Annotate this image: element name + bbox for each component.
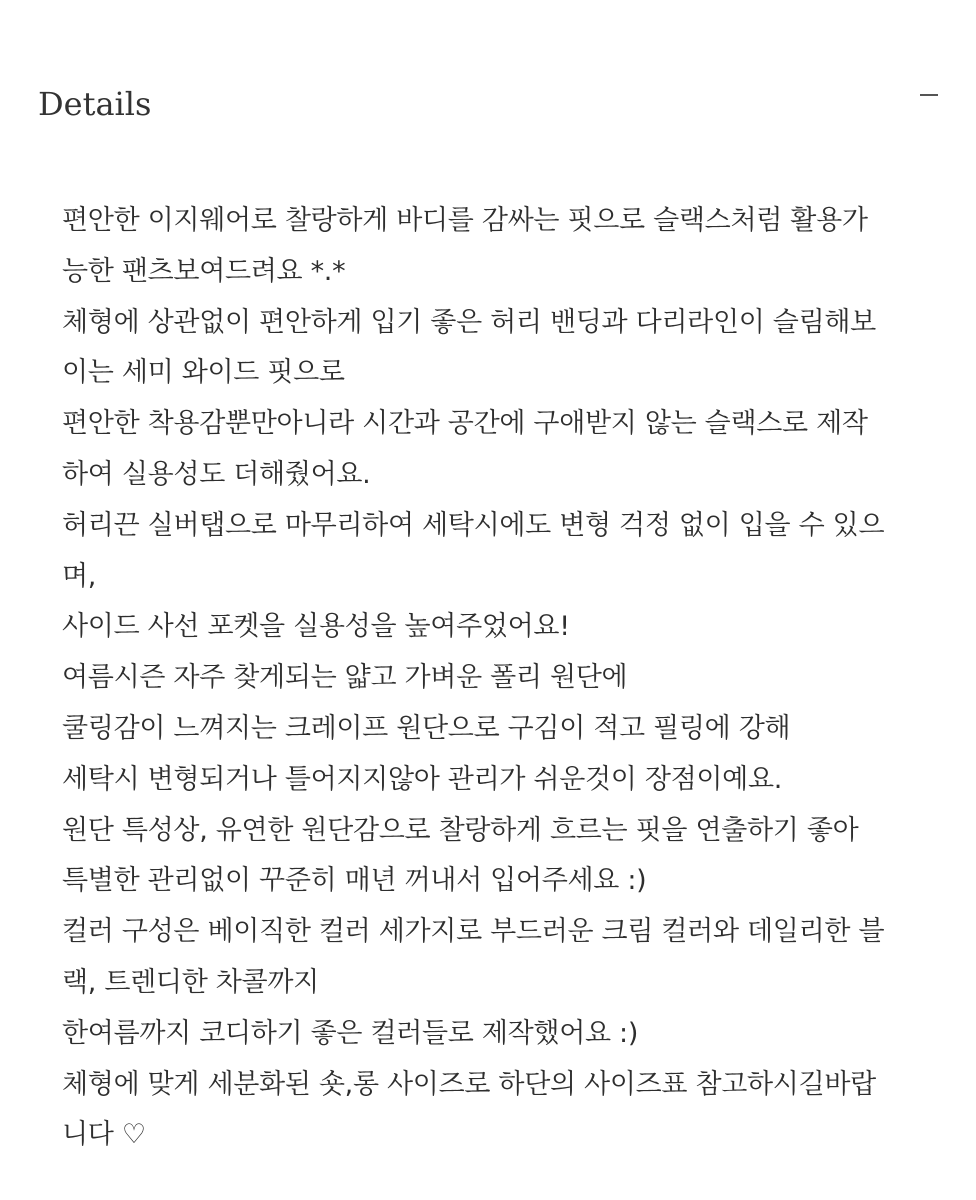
description-line: 특별한 관리없이 꾸준히 매년 꺼내서 입어주세요 :)	[62, 865, 647, 897]
details-header[interactable]	[38, 78, 938, 134]
description-line: 한여름까지 코디하기 좋은 컬러들로 제작했어요 :)	[62, 1017, 639, 1049]
description-line: 여름시즌 자주 찾게되는 얇고 가벼운 폴리 원단에	[62, 662, 628, 694]
description-line: 체형에 맞게 세분화된 숏,롱 사이즈로 하단의 사이즈표 참고하시길바랍	[62, 1068, 876, 1100]
description-line: 하여 실용성도 더해줬어요.	[62, 458, 371, 490]
description-line: 허리끈 실버탭으로 마무리하여 세탁시에도 변형 걱정 없이 입을 수 있으	[62, 509, 885, 541]
description-line: 니다 ♡	[62, 1119, 146, 1151]
description-line: 사이드 사선 포켓을 실용성을 높여주었어요!	[62, 611, 570, 643]
description-line: 체형에 상관없이 편안하게 입기 좋은 허리 밴딩과 다리라인이 슬림해보	[62, 306, 876, 338]
description-line: 편안한 착용감뿐만아니라 시간과 공간에 구애받지 않는 슬랙스로 제작	[62, 408, 868, 440]
description-line: 이는 세미 와이드 핏으로	[62, 357, 345, 389]
details-content	[62, 196, 922, 1161]
description-line: 원단 특성상, 유연한 원단감으로 찰랑하게 흐르는 핏을 연출하기 좋아	[62, 814, 859, 846]
description-line: 랙, 트렌디한 차콜까지	[62, 966, 319, 998]
description-line: 편안한 이지웨어로 찰랑하게 바디를 감싸는 핏으로 슬랙스처럼 활용가	[62, 205, 868, 236]
description-line: 세탁시 변형되거나 틀어지지않아 관리가 쉬운것이 장점이예요.	[62, 763, 783, 795]
description-line: 며,	[62, 560, 97, 592]
details-title: Details	[38, 85, 152, 123]
description-line: 쿨링감이 느껴지는 크레이프 원단으로 구김이 적고 필링에 강해	[62, 712, 791, 744]
description-line: 능한 팬츠보여드려요 *.*	[62, 255, 346, 287]
minus-icon	[920, 94, 938, 96]
collapse-button[interactable]	[914, 80, 944, 110]
description-line: 컬러 구성은 베이직한 컬러 세가지로 부드러운 크림 컬러와 데일리한 블	[62, 916, 885, 948]
